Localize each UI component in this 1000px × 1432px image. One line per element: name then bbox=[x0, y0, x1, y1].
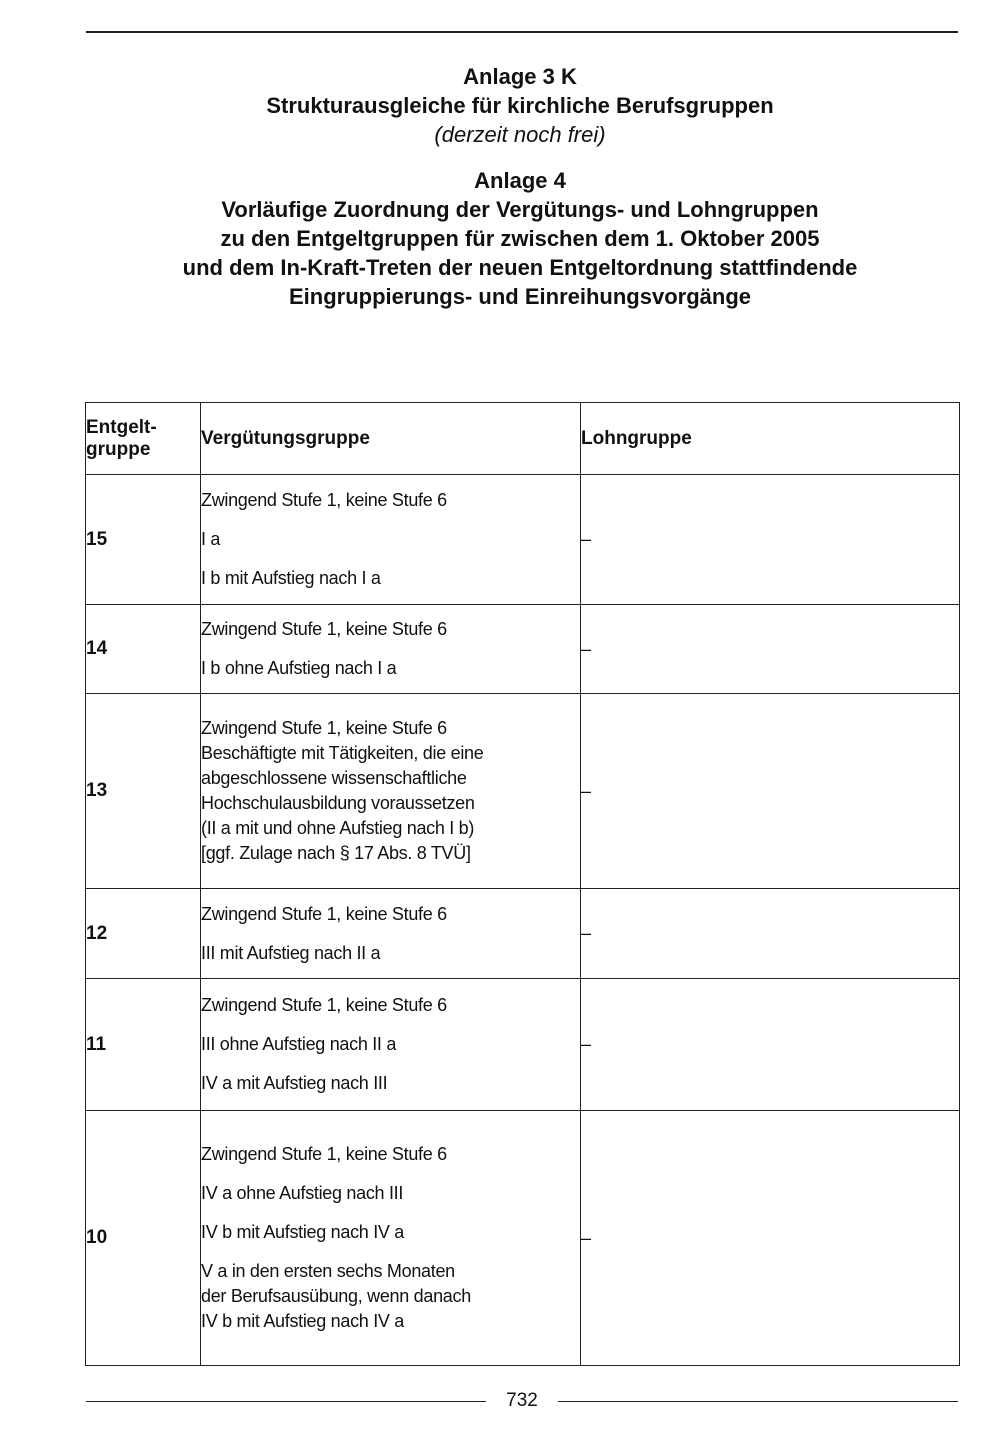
table-row bbox=[86, 605, 960, 694]
anlage4-line-4: Eingruppierungs- und Einreihungsvorgänge bbox=[288, 284, 751, 309]
lohngruppe-cell: – bbox=[581, 979, 960, 1111]
lohngruppe-cell: – bbox=[581, 1111, 960, 1366]
verguetung-line: Hochschulausbildung voraussetzen bbox=[201, 793, 475, 813]
verguetung-line: I b ohne Aufstieg nach I a bbox=[201, 658, 397, 678]
verguetungsgruppe-cell bbox=[201, 694, 581, 889]
entgeltgruppe-cell: 13 bbox=[86, 694, 201, 889]
table-row bbox=[86, 979, 960, 1111]
page-number: 732 bbox=[506, 1390, 538, 1411]
page-headings bbox=[40, 62, 1000, 311]
verguetung-line: Beschäftigte mit Tätigkeiten, die eine bbox=[201, 743, 484, 763]
assignment-table bbox=[85, 402, 960, 1366]
anlage4-line-1: Vorläufige Zuordnung der Vergütungs- und Lohngruppen bbox=[221, 197, 819, 222]
entgeltgruppe-cell: 14 bbox=[86, 605, 201, 694]
verguetung-line: Zwingend Stufe 1, keine Stufe 6 bbox=[201, 718, 447, 738]
table-body bbox=[86, 475, 960, 1366]
page-footer bbox=[86, 1390, 958, 1412]
verguetung-line: IV b mit Aufstieg nach IV a bbox=[201, 1311, 405, 1331]
verguetung-line: Zwingend Stufe 1, keine Stufe 6 bbox=[201, 995, 447, 1015]
verguetung-line: I a bbox=[201, 529, 221, 549]
verguetung-line: [ggf. Zulage nach § 17 Abs. 8 TVÜ] bbox=[201, 843, 471, 863]
footer-rule-right bbox=[558, 1401, 958, 1402]
header-entgeltgruppe: Entgelt- gruppe bbox=[86, 403, 201, 475]
table-row bbox=[86, 475, 960, 605]
verguetungsgruppe-cell bbox=[201, 605, 581, 694]
verguetungsgruppe-cell bbox=[201, 1111, 581, 1366]
header-lohngruppe: Lohngruppe bbox=[581, 403, 960, 475]
verguetung-line: Zwingend Stufe 1, keine Stufe 6 bbox=[201, 903, 447, 924]
anlage3k-subtitle: Strukturausgleiche für kirchliche Berufsgruppen bbox=[266, 93, 774, 118]
verguetung-line: IV a mit Aufstieg nach III bbox=[201, 1073, 388, 1093]
verguetung-line: V a in den ersten sechs Monaten bbox=[201, 1261, 455, 1281]
lohngruppe-cell: – bbox=[581, 605, 960, 694]
verguetungsgruppe-cell bbox=[201, 889, 581, 979]
lohngruppe-cell: – bbox=[581, 694, 960, 889]
anlage3k-title: Anlage 3 K bbox=[463, 64, 577, 89]
verguetung-line: IV a ohne Aufstieg nach III bbox=[201, 1183, 404, 1203]
verguetung-line: I b mit Aufstieg nach I a bbox=[201, 568, 381, 588]
verguetung-line: III ohne Aufstieg nach II a bbox=[201, 1034, 397, 1054]
lohngruppe-cell: – bbox=[581, 889, 960, 979]
anlage3k-note: (derzeit noch frei) bbox=[434, 122, 606, 147]
verguetung-line: Zwingend Stufe 1, keine Stufe 6 bbox=[201, 490, 447, 510]
verguetungsgruppe-cell bbox=[201, 979, 581, 1111]
verguetungsgruppe-cell bbox=[201, 475, 581, 605]
header-verguetungsgruppe: Vergütungsgruppe bbox=[201, 403, 581, 475]
anlage4-line-2: zu den Entgeltgruppen für zwischen dem 1. Oktober 2005 bbox=[220, 226, 820, 251]
table-row bbox=[86, 1111, 960, 1366]
verguetung-line: Zwingend Stufe 1, keine Stufe 6 bbox=[201, 1144, 447, 1164]
anlage4-title: Anlage 4 bbox=[474, 168, 566, 193]
top-rule bbox=[86, 31, 958, 33]
verguetung-line: abgeschlossene wissenschaftliche bbox=[201, 768, 467, 788]
entgeltgruppe-cell: 12 bbox=[86, 889, 201, 979]
verguetung-line: der Berufsausübung, wenn danach bbox=[201, 1286, 471, 1306]
lohngruppe-cell: – bbox=[581, 475, 960, 605]
entgeltgruppe-cell: 10 bbox=[86, 1111, 201, 1366]
table-header-row bbox=[86, 403, 960, 475]
verguetung-line: Zwingend Stufe 1, keine Stufe 6 bbox=[201, 619, 447, 639]
entgeltgruppe-cell: 15 bbox=[86, 475, 201, 605]
verguetung-line: (II a mit und ohne Aufstieg nach I b) bbox=[201, 818, 475, 838]
entgeltgruppe-cell: 11 bbox=[86, 979, 201, 1111]
anlage4-line-3: und dem In-Kraft-Treten der neuen Entgeltordnung stattfindende bbox=[182, 255, 858, 280]
table-row bbox=[86, 889, 960, 979]
verguetung-line: III mit Aufstieg nach II a bbox=[201, 942, 381, 963]
verguetung-line: IV b mit Aufstieg nach IV a bbox=[201, 1222, 405, 1242]
table-row bbox=[86, 694, 960, 889]
